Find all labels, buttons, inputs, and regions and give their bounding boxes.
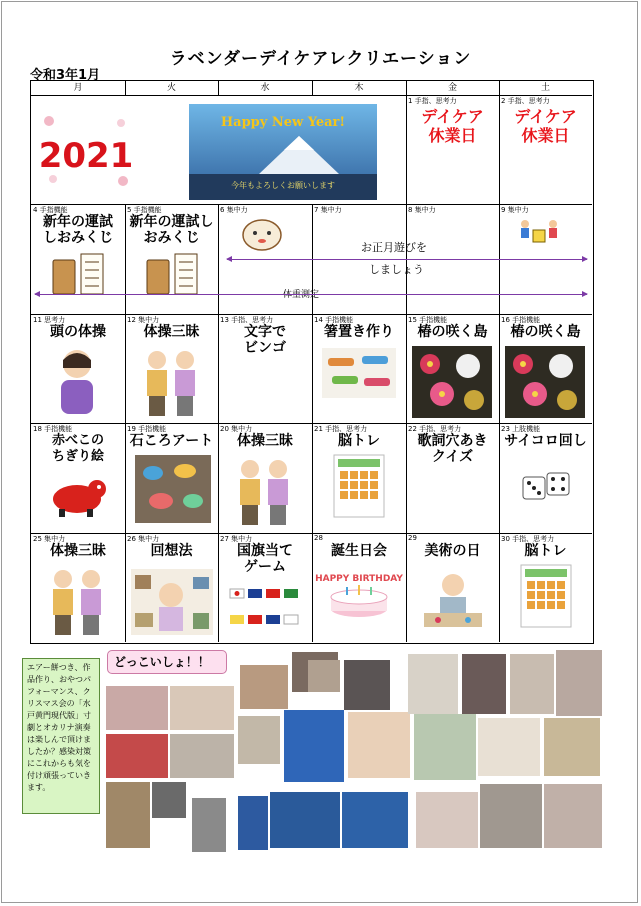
event-photo	[478, 718, 540, 776]
children-playing-icon	[517, 216, 561, 246]
flags-icon	[230, 587, 302, 631]
day-20-cell	[218, 423, 312, 533]
happy-new-year-banner	[189, 104, 377, 200]
day-21-cell	[312, 423, 406, 533]
activity: 文字で	[244, 324, 286, 340]
page-title: ラベンダーデイケアレクリエーション	[169, 49, 472, 69]
day-label: 6 集中力	[220, 206, 248, 214]
day-22-cell	[406, 423, 499, 533]
activity: 石ころアート	[129, 433, 214, 449]
divider	[125, 81, 126, 95]
day-label: 9 集中力	[501, 206, 529, 214]
weekday-tue: 火	[125, 81, 218, 96]
activity: ゲーム	[244, 559, 286, 575]
day-18-cell	[31, 423, 125, 533]
event-photo	[308, 660, 340, 692]
kite-face-icon	[240, 218, 284, 252]
event-photo	[342, 792, 408, 848]
day-27-cell	[218, 533, 312, 642]
activity: ちぎり絵	[51, 449, 104, 464]
brain-puzzle-sheet	[334, 455, 384, 517]
day-28-cell	[312, 533, 406, 642]
weekday-fri: 金	[406, 81, 499, 96]
event-photo	[240, 665, 288, 709]
activity: 回想法	[150, 543, 193, 559]
day-19-cell	[125, 423, 218, 533]
event-photo	[284, 710, 344, 782]
activity-report-callout: エアー餅つき、作品作り、おやつパフォーマンス、クリスマス会の「水戸黄門現代版」寸劇とオカリナ演奏は楽しんで頂けましたか？感染対策にこれからも気を付け頑張っていきます。	[22, 658, 100, 814]
day-13-cell	[218, 314, 312, 423]
event-photo	[106, 686, 168, 730]
day-29-cell	[406, 533, 499, 642]
svg-text:今年もよろしくお願いします: 今年もよろしくお願いします	[231, 181, 335, 190]
day-23-cell	[499, 423, 592, 533]
exercising-elders-icon	[45, 565, 111, 637]
event-photo	[348, 712, 410, 778]
camellia-art-photo	[412, 346, 492, 418]
note-oshogatsu-line1: お正月遊びを	[361, 241, 427, 254]
activity: 誕生日会	[331, 543, 387, 559]
activity: デイケア	[421, 107, 484, 126]
day-label: 22 手指、思考力	[408, 425, 462, 433]
arrow-weight	[35, 294, 587, 295]
day-label: 28	[314, 534, 323, 542]
activity: サイコロ回し	[504, 433, 587, 449]
activity: 歌詞穴あき	[417, 433, 488, 449]
event-photo	[480, 784, 542, 848]
day-label: 26 集中力	[127, 535, 160, 543]
day-label: 25 集中力	[33, 535, 66, 543]
day-label: 29	[408, 534, 417, 542]
day-label: 23 上肢機能	[501, 425, 541, 433]
activity: 体操三昧	[50, 543, 106, 559]
activity: 赤べこの	[51, 433, 104, 448]
activity: 国旗当て	[237, 543, 293, 559]
akabeko-icon	[47, 473, 109, 519]
event-photo	[414, 714, 476, 780]
day-label: 4 手指機能	[33, 206, 68, 214]
activity: クイズ	[431, 449, 474, 465]
calendar-grid	[30, 80, 594, 644]
event-photo	[238, 796, 268, 850]
day-30-cell	[499, 533, 592, 642]
stone-art-photo	[135, 455, 211, 523]
day-26-cell	[125, 533, 218, 642]
event-photo	[544, 784, 602, 848]
day-label: 16 手指機能	[501, 316, 541, 324]
exercising-elders-icon	[232, 455, 298, 527]
reminiscence-illustration	[131, 569, 213, 635]
activity: おみくじ	[143, 230, 200, 246]
activity: 椿の咲く島	[510, 324, 581, 340]
activity: 休業日	[428, 126, 477, 145]
day-label: 15 手指機能	[408, 316, 448, 324]
day-5-cell	[125, 204, 218, 314]
day-label: 21 手指、思考力	[314, 425, 368, 433]
svg-text:Happy New Year!: Happy New Year!	[220, 115, 346, 130]
weekday-thu: 木	[312, 81, 406, 96]
painting-elder-icon	[418, 569, 488, 631]
chopstick-rests-photo	[322, 348, 396, 398]
activity: 体操三昧	[237, 433, 293, 449]
note-weight: 体重測定	[283, 290, 320, 300]
activity: ビンゴ	[244, 340, 286, 356]
day-16-cell	[499, 314, 592, 423]
activity: 頭の体操	[50, 324, 106, 340]
day-label: 18 手指機能	[33, 425, 73, 433]
activity: 脳トレ	[524, 543, 567, 559]
day-label: 13 手指、思考力	[220, 316, 274, 324]
day-label: 1 手指、思考力	[408, 97, 457, 105]
event-photo	[170, 734, 234, 778]
weekday-wed: 水	[218, 81, 312, 96]
thinking-woman-icon	[53, 346, 101, 416]
activity: 体操三昧	[143, 324, 200, 340]
day-label: 19 手指機能	[127, 425, 167, 433]
event-photo	[416, 792, 478, 848]
day-label: 7 集中力	[314, 206, 342, 214]
activity: 椿の咲く島	[417, 324, 488, 340]
arrow-oshogatsu	[227, 259, 587, 260]
event-photo	[106, 782, 150, 848]
day-1-cell	[406, 95, 499, 204]
brain-puzzle-sheet	[521, 565, 571, 627]
day-label: 11 思考力	[33, 316, 66, 324]
omikuji-icon	[49, 250, 107, 296]
day-15-cell	[406, 314, 499, 423]
svg-text:2021: 2021	[38, 136, 134, 176]
activity: しおみくじ	[43, 230, 113, 246]
exercising-elders-icon	[139, 346, 205, 418]
day-2-cell	[499, 95, 592, 204]
month-label: 令和3年1月	[30, 68, 101, 83]
day-25-cell	[31, 533, 125, 642]
event-photo	[344, 660, 390, 710]
day-11-cell	[31, 314, 125, 423]
day-4-cell	[31, 204, 125, 314]
dice-icon	[521, 469, 571, 505]
day-label: 8 集中力	[408, 206, 436, 214]
note-oshogatsu-line2: しましょう	[369, 263, 424, 276]
day-label: 27 集中力	[220, 535, 253, 543]
activity: 箸置き作り	[324, 324, 394, 340]
event-photo	[556, 650, 602, 716]
event-photo	[106, 734, 168, 778]
day-label: 12 集中力	[127, 316, 160, 324]
day-14-cell	[312, 314, 406, 423]
divider	[499, 81, 500, 95]
divider	[312, 81, 313, 95]
day-label: 5 手指機能	[127, 206, 162, 214]
event-photo	[238, 716, 280, 764]
dokkoisho-bubble: どっこいしょ！！	[107, 650, 227, 674]
day-label: 20 集中力	[220, 425, 253, 433]
event-photo	[170, 686, 234, 730]
day-12-cell	[125, 314, 218, 423]
omikuji-icon	[143, 250, 201, 296]
activity: 脳トレ	[338, 433, 380, 449]
camellia-art-photo	[505, 346, 585, 418]
weekday-mon: 月	[31, 81, 125, 96]
activity: 新年の運試	[43, 214, 113, 230]
divider	[218, 81, 219, 95]
weekday-sat: 土	[499, 81, 592, 96]
event-photo	[152, 782, 186, 818]
event-photo	[462, 654, 506, 714]
year-2021-image	[39, 111, 133, 191]
day-label: 30 手指、思考力	[501, 535, 555, 543]
event-photo	[544, 718, 600, 776]
activity: 美術の日	[424, 543, 481, 559]
day-label: 2 手指、思考力	[501, 97, 550, 105]
divider	[406, 81, 407, 95]
event-photo	[270, 792, 340, 848]
activity: デイケア	[514, 107, 577, 126]
birthday-cake-icon	[315, 567, 403, 629]
activity: 新年の運試し	[129, 214, 214, 230]
activity: 休業日	[521, 126, 570, 145]
event-photo	[192, 798, 226, 852]
day-label: 14 手指機能	[314, 316, 354, 324]
event-photo	[510, 654, 554, 714]
event-photo	[408, 654, 458, 714]
svg-text:HAPPY BIRTHDAY: HAPPY BIRTHDAY	[315, 574, 403, 584]
